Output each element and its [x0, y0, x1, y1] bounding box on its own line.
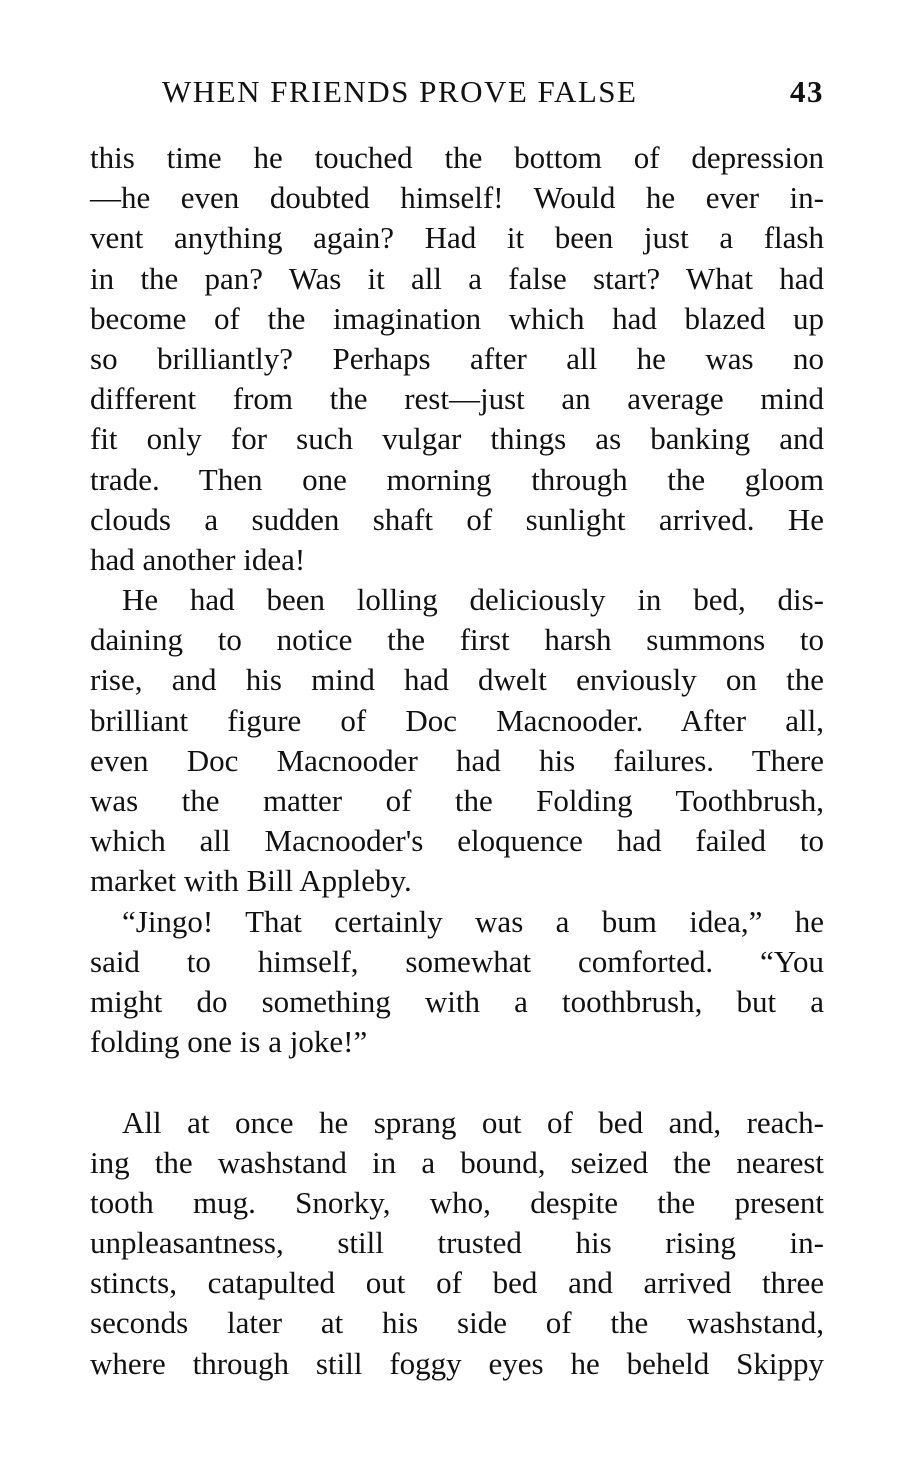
text-line: ing the washstand in a bound, seized the nearest [90, 1144, 824, 1180]
text-line: even Doc Macnooder had his failures. There [90, 742, 824, 778]
text-line: was the matter of the Folding Toothbrush, [90, 783, 824, 818]
text-line: All at once he sprang out of bed and, reach- [122, 1104, 824, 1140]
text-line: unpleasantness, still trusted his rising in- [90, 1225, 824, 1261]
text-line: vent anything again? Had it been just a flash [90, 220, 824, 256]
page-number: 43 [790, 74, 824, 109]
text-line: market with Bill Appleby. [90, 863, 412, 899]
body-text [90, 138, 824, 1384]
text-line: He had been lolling deliciously in bed, dis- [122, 582, 824, 618]
text-line: folding one is a joke!” [90, 1024, 368, 1060]
text-line: fit only for such vulgar things as banking and [90, 421, 824, 457]
text-line: become of the imagination which had blazed up [90, 300, 824, 336]
page-header [90, 66, 824, 110]
text-line: which all Macnooder's eloquence had failed to [90, 823, 824, 859]
text-line: in the pan? Was it all a false start? What had [90, 260, 824, 296]
text-line: “Jingo! That certainly was a bum idea,” he [122, 903, 824, 939]
text-line: clouds a sudden shaft of sunlight arrived. He [90, 501, 824, 537]
text-line: daining to notice the first harsh summons to [90, 622, 824, 658]
text-line: rise, and his mind had dwelt enviously on the [90, 662, 824, 698]
text-line: trade. Then one morning through the gloom [90, 461, 824, 497]
text-line: this time he touched the bottom of depression [90, 140, 824, 175]
text-line: might do something with a toothbrush, but a [90, 983, 824, 1019]
text-line: different from the rest—just an average mind [90, 381, 824, 417]
text-line: where through still foggy eyes he beheld Skippy [90, 1345, 824, 1381]
text-line: tooth mug. Snorky, who, despite the present [90, 1184, 824, 1220]
text-line: said to himself, somewhat comforted. “You [90, 943, 824, 979]
section-break [90, 1062, 824, 1102]
text-line: so brilliantly? Perhaps after all he was no [90, 340, 824, 376]
text-line: stincts, catapulted out of bed and arrived three [90, 1265, 824, 1301]
text-line: —he even doubted himself! Would he ever in- [90, 180, 824, 216]
text-line: brilliant figure of Doc Macnooder. After all, [90, 702, 824, 738]
text-line: had another idea! [90, 541, 306, 577]
running-title: WHEN FRIENDS PROVE FALSE [162, 74, 638, 109]
text-line: seconds later at his side of the washstand, [90, 1305, 824, 1341]
